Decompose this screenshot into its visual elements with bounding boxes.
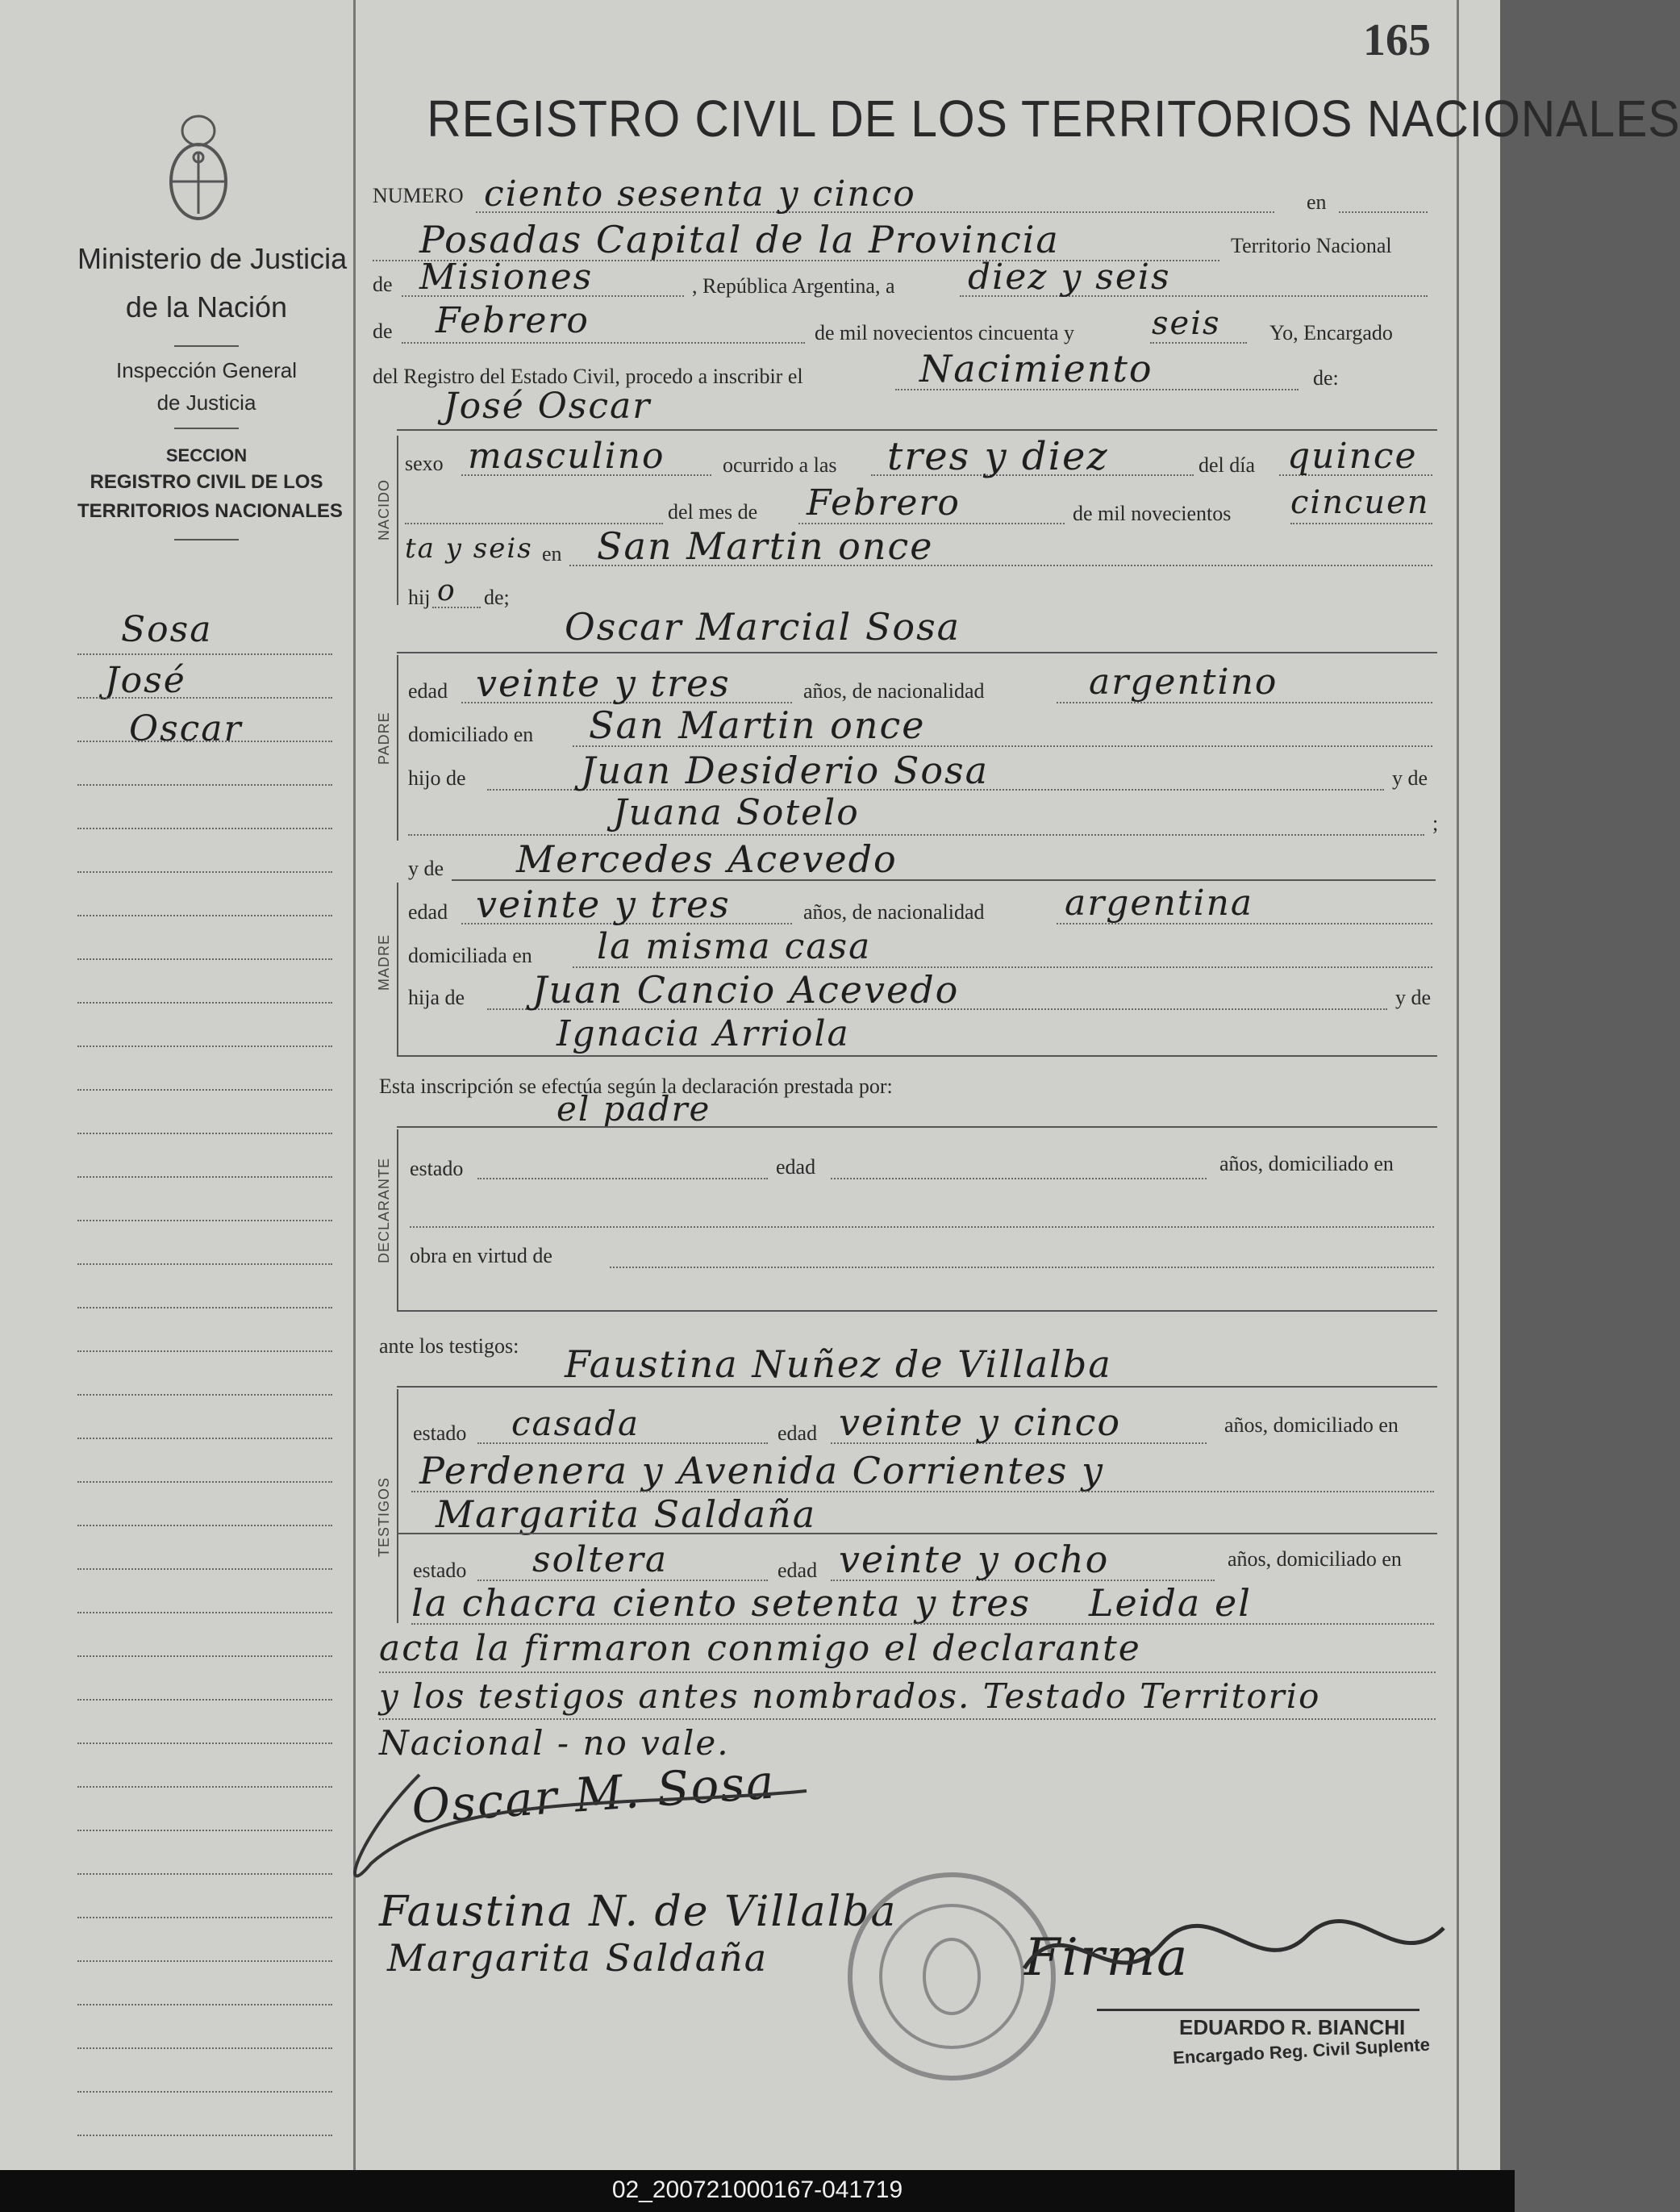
signature-padre: Oscar M. Sosa	[410, 1754, 777, 1834]
margin-ruled-line	[77, 1220, 332, 1221]
registry-title: REGISTRO CIVIL DE LOS TERRITORIOS NACIONALES	[427, 90, 1680, 148]
label-estado-t1: estado	[413, 1421, 467, 1445]
field-testigo1-estado: casada	[511, 1404, 640, 1443]
field-provincia: Misiones	[419, 257, 594, 298]
line	[408, 834, 1424, 836]
label-de-mes: de	[373, 319, 393, 343]
label-de-semi: de;	[484, 586, 510, 609]
label-anos-nac-padre: años, de nacionalidad	[803, 679, 985, 703]
field-ano: seis	[1152, 305, 1221, 342]
margin-ruled-line	[77, 915, 332, 916]
margin-note-name2: Oscar	[129, 708, 243, 749]
margin-ruled-line	[77, 1263, 332, 1265]
label-obra: obra en virtud de	[410, 1244, 552, 1267]
page-number: 165	[1363, 15, 1431, 65]
margin-ruled-line	[77, 1786, 332, 1788]
field-madre-nombre: Mercedes Acevedo	[516, 837, 898, 881]
line	[397, 1055, 1437, 1057]
margin-ruled-line	[77, 1655, 332, 1657]
margin-ruled-line	[77, 1089, 332, 1091]
inspection-line1: Inspección General	[115, 358, 298, 382]
field-testigo1-edad: veinte y cinco	[839, 1400, 1122, 1444]
label-edad-padre: edad	[408, 679, 448, 703]
signature-testigo2: Margarita Saldaña	[387, 1936, 769, 1980]
line	[1290, 523, 1432, 524]
bracket	[397, 1389, 398, 1623]
label-numero: NUMERO	[373, 184, 464, 207]
label-republica: , República Argentina, a	[692, 274, 895, 298]
label-estado-decl: estado	[410, 1157, 464, 1180]
signature-encargado: Firma	[1024, 1928, 1190, 1988]
bracket	[397, 883, 398, 1057]
field-declarante: el padre	[557, 1089, 711, 1129]
margin-ruled-line	[77, 1350, 332, 1352]
margin-ruled-line	[77, 1133, 332, 1134]
label-edad-decl: edad	[776, 1155, 816, 1179]
label-y-de-padre: y de	[1392, 766, 1428, 790]
field-hij-suffix: o	[437, 574, 456, 607]
field-testigo2-nombre: Margarita Saldaña	[436, 1492, 817, 1536]
line	[379, 1672, 1436, 1673]
bracket	[397, 1129, 398, 1312]
label-anos-nac-madre: años, de nacionalidad	[803, 900, 985, 924]
label-anos-dom-decl: años, domiciliado en	[1219, 1152, 1394, 1175]
field-padre-nombre: Oscar Marcial Sosa	[565, 605, 961, 649]
margin-ruled-line	[77, 1960, 332, 1962]
margin-ruled-line	[77, 871, 332, 873]
field-mes-nac: Febrero	[807, 482, 961, 524]
right-rule	[1457, 0, 1459, 2170]
margin-ruled-line	[77, 2004, 332, 2005]
label-de-colon: de:	[1313, 366, 1339, 390]
field-padre-madre: Juana Sotelo	[613, 792, 860, 833]
label-en-lugar: en	[542, 542, 562, 566]
line	[397, 1386, 1437, 1388]
line	[831, 1178, 1207, 1179]
section-label: SECCION	[165, 445, 248, 465]
margin-ruled-line	[77, 1873, 332, 1875]
field-madre-padre: Juan Cancio Acevedo	[532, 968, 960, 1012]
margin-ruled-line	[77, 2091, 332, 2093]
field-acto: Nacimiento	[919, 347, 1153, 390]
coat-of-arms-icon	[158, 113, 239, 226]
field-mes: Febrero	[436, 300, 590, 341]
field-lugar-nac: San Martin once	[597, 524, 934, 568]
line	[411, 1623, 1434, 1625]
label-en: en	[1307, 190, 1327, 214]
divider	[174, 539, 239, 540]
margin-ruled-line	[77, 2047, 332, 2049]
field-dia: diez y seis	[968, 257, 1171, 298]
field-ano-nac-1: cincuen	[1290, 484, 1430, 521]
line	[410, 1226, 1434, 1228]
label-yo: Yo, Encargado	[1269, 321, 1393, 344]
label-hij: hij	[408, 586, 431, 609]
ministry-line1: Ministerio de Justicia	[77, 242, 348, 275]
signature-testigo1: Faustina N. de Villalba	[379, 1888, 898, 1936]
section-padre: PADRE	[376, 712, 392, 765]
margin-ruled-line	[77, 828, 332, 829]
line	[402, 342, 805, 344]
field-numero: ciento sesenta y cinco	[484, 173, 916, 215]
section-testigos: TESTIGOS	[376, 1476, 392, 1557]
bracket	[397, 655, 398, 841]
margin-ruled-line	[77, 784, 332, 786]
margin-ruled-line	[77, 2135, 332, 2136]
field-padre-domicilio: San Martin once	[589, 703, 926, 747]
label-edad-t2: edad	[777, 1559, 818, 1582]
line	[397, 1126, 1437, 1128]
label-anos-dom-t2: años, domiciliado en	[1228, 1547, 1402, 1571]
field-madre-edad: veinte y tres	[476, 883, 731, 926]
label-mil: de mil novecientos cincuenta y	[815, 321, 1075, 344]
line	[1150, 342, 1247, 344]
field-lugar: Posadas Capital de la Provincia	[419, 218, 1060, 261]
field-madre-madre: Ignacia Arriola	[557, 1013, 850, 1054]
field-padre-padre: Juan Desiderio Sosa	[581, 749, 990, 792]
line	[1339, 211, 1428, 213]
section-madre: MADRE	[376, 933, 392, 991]
margin-ruled-line	[77, 1917, 332, 1918]
line	[379, 1718, 1436, 1720]
margin-ruled-line	[77, 1307, 332, 1308]
label-edad-t1: edad	[777, 1421, 818, 1445]
margin-ruled-line	[77, 741, 332, 742]
label-y-de-madre: y de	[408, 857, 444, 880]
line	[397, 1310, 1437, 1312]
margin-note-surname: Sosa	[121, 609, 213, 650]
footer-code: 02_200721000167-041719	[611, 2177, 903, 2203]
label-del-dia: del día	[1199, 453, 1256, 477]
field-madre-nacionalidad: argentina	[1065, 883, 1254, 924]
line	[610, 1267, 1434, 1268]
label-sexo: sexo	[405, 452, 444, 475]
field-testigo2-domicilio: la chacra ciento setenta y tres	[411, 1581, 1032, 1625]
field-testigo1-nombre: Faustina Nuñez de Villalba	[565, 1342, 1112, 1386]
margin-note-name1: José	[105, 660, 186, 701]
margin-ruled-line	[77, 1742, 332, 1744]
line	[477, 1178, 768, 1179]
margin-ruled-line	[77, 1481, 332, 1483]
ministry-line2: de la Nación	[125, 290, 288, 323]
label-hijo-de: hijo de	[408, 766, 466, 790]
label-edad-madre: edad	[408, 900, 448, 924]
stamp-role: Encargado Reg. Civil Suplente	[1172, 2034, 1431, 2068]
stamp-name: EDUARDO R. BIANCHI	[1179, 2015, 1406, 2039]
margin-ruled-line	[77, 653, 332, 655]
footer-bar	[0, 2170, 1515, 2212]
label-ocurrido: ocurrido a las	[723, 453, 837, 477]
field-testigo1-domicilio: Perdenera y Avenida Corrientes y	[419, 1449, 1105, 1492]
field-testigo2-estado: soltera	[532, 1539, 669, 1580]
field-sexo: masculino	[468, 436, 665, 477]
margin-ruled-line	[77, 1699, 332, 1701]
label-hija-de: hija de	[408, 986, 465, 1009]
label-domiciliada-madre: domiciliada en	[408, 944, 532, 967]
field-padre-edad: veinte y tres	[476, 662, 731, 705]
margin-ruled-line	[77, 1394, 332, 1396]
line	[452, 879, 1436, 881]
label-de-mil: de mil novecientos	[1073, 502, 1232, 525]
label-anos-dom-t1: años, domiciliado en	[1224, 1413, 1399, 1437]
label-semicolon: ;	[1432, 812, 1439, 835]
inspection-line2: de Justicia	[156, 390, 256, 415]
signature-flourish	[323, 1742, 823, 1904]
line	[397, 1533, 1437, 1534]
margin-ruled-line	[77, 1176, 332, 1178]
bracket	[397, 436, 398, 605]
closing-line2: acta la firmaron conmigo el declarante	[379, 1628, 1141, 1669]
closing-line3: y los testigos antes nombrados. Testado Territorio	[379, 1676, 1321, 1716]
label-y-de-madre2: y de	[1395, 986, 1432, 1009]
margin-ruled-line	[77, 1525, 332, 1526]
margin-ruled-line	[77, 1045, 332, 1047]
closing-line1: Leida el	[1089, 1581, 1252, 1625]
label-del-mes: del mes de	[668, 500, 758, 524]
line	[397, 652, 1437, 653]
field-hora: tres y diez	[887, 434, 1109, 479]
section-name-line1: REGISTRO CIVIL DE LOS	[90, 471, 323, 493]
label-estado-t2: estado	[413, 1559, 467, 1582]
field-padre-nacionalidad: argentino	[1089, 662, 1278, 703]
label-testigos: ante los testigos:	[379, 1334, 519, 1358]
closing-line4: Nacional - no vale.	[379, 1723, 730, 1763]
label-de: de	[373, 273, 393, 296]
section-name-line2: TERRITORIOS NACIONALES	[77, 500, 343, 522]
field-dia-nac: quince	[1287, 436, 1418, 477]
field-testigo2-edad: veinte y ocho	[839, 1538, 1110, 1581]
margin-ruled-line	[77, 958, 332, 960]
stamp-line	[1097, 2009, 1419, 2011]
field-ano-nac-2: ta y seis	[405, 532, 533, 565]
field-madre-domicilio: la misma casa	[597, 926, 872, 967]
margin-ruled-line	[77, 1612, 332, 1613]
margin-ruled-line	[77, 1002, 332, 1004]
margin-ruled-line	[77, 1568, 332, 1570]
divider	[174, 345, 239, 347]
label-registro: del Registro del Estado Civil, procedo a inscribir el	[373, 365, 803, 388]
field-nombre: José Oscar	[444, 386, 652, 427]
encargado-scribble	[1016, 1904, 1452, 2017]
section-declarante: DECLARANTE	[376, 1157, 392, 1263]
label-inscripcion: Esta inscripción se efectúa según la declaración prestada por:	[379, 1075, 893, 1098]
section-nacido: NACIDO	[376, 478, 392, 540]
margin-ruled-line	[77, 1438, 332, 1439]
margin-ruled-line	[77, 697, 332, 699]
line	[397, 429, 1437, 431]
label-territorio: Territorio Nacional	[1231, 234, 1392, 257]
margin-ruled-line	[77, 1830, 332, 1831]
label-domiciliado-padre: domiciliado en	[408, 723, 534, 746]
divider	[174, 428, 239, 429]
line	[432, 607, 481, 608]
